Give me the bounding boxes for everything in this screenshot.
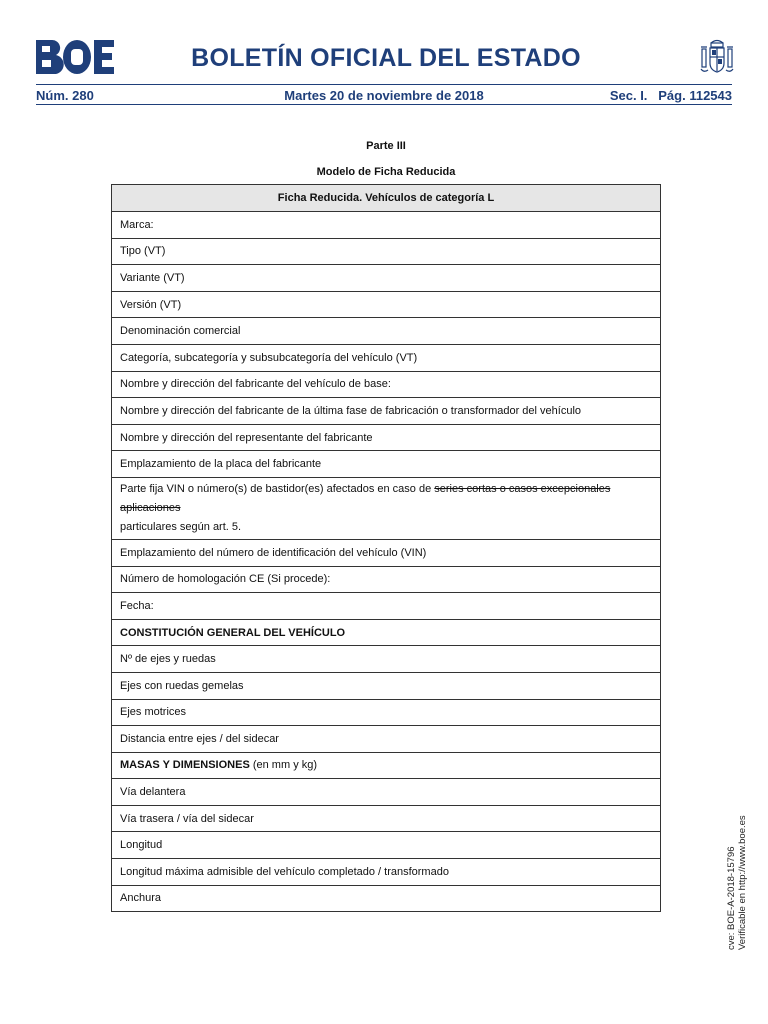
table-row [112, 859, 661, 886]
table-cell: Anchura [112, 885, 661, 912]
section-title-bold: MASAS Y DIMENSIONES [120, 759, 250, 772]
table-header-cell: Ficha Reducida. Vehículos de categoría L [112, 185, 661, 212]
cve-code: cve: BOE-A-2018-15796 [726, 846, 737, 950]
table-cell: Nombre y dirección del representante del fabricante [112, 424, 661, 451]
section-page: Sec. I. Pág. 112543 [609, 88, 732, 103]
table-row [112, 646, 661, 673]
table-cell: Vía delantera [112, 779, 661, 806]
table-cell: Fecha: [112, 593, 661, 620]
issue-date: Martes 20 de noviembre de 2018 [284, 88, 484, 103]
page-title: BOLETÍN OFICIAL DEL ESTADO [191, 44, 581, 72]
table-cell: Versión (VT) [112, 291, 661, 318]
table-row [112, 212, 661, 239]
table-row [112, 779, 661, 806]
table-cell: Ejes con ruedas gemelas [112, 672, 661, 699]
table-cell: Número de homologación CE (Si procede): [112, 566, 661, 593]
table-cell: Marca: [112, 212, 661, 239]
table-row [112, 593, 661, 620]
table-cell: Categoría, subcategoría y subsubcategoría del vehículo (VT) [112, 344, 661, 371]
coat-of-arms-icon [699, 37, 735, 77]
section-header-row [112, 752, 661, 779]
vin-text-after: particulares según art. 5. [120, 520, 242, 533]
vin-text-before: Parte fija VIN o número(s) de bastidor(es) afectados en caso de [120, 482, 435, 495]
section-header-general: CONSTITUCIÓN GENERAL DEL VEHÍCULO [112, 619, 661, 646]
table-cell [112, 477, 661, 539]
masthead [36, 40, 732, 80]
table-cell: Nombre y dirección del fabricante del vehículo de base: [112, 371, 661, 398]
table-row [112, 398, 661, 425]
table-cell: Longitud máxima admisible del vehículo completado / transformado [112, 859, 661, 886]
vin-text-struck: series cortas o casos excepcionales aplicaciones [120, 482, 611, 514]
table-cell: Nombre y dirección del fabricante de la última fase de fabricación o transformador del vehículo [112, 398, 661, 425]
table-row [112, 832, 661, 859]
cve-verify-link[interactable]: Verificable en http://www.boe.es [737, 815, 748, 950]
table-row [112, 672, 661, 699]
table-cell: Variante (VT) [112, 265, 661, 292]
section-header-row [112, 619, 661, 646]
table-row [112, 318, 661, 345]
header-rule-top [36, 84, 732, 85]
table-row [112, 265, 661, 292]
table-cell: Nº de ejes y ruedas [112, 646, 661, 673]
vehicle-form-table [111, 184, 661, 912]
table-cell: Denominación comercial [112, 318, 661, 345]
table-row [112, 726, 661, 753]
part-title: Parte III [366, 140, 406, 152]
table-row [112, 805, 661, 832]
table-row [112, 371, 661, 398]
table-row [112, 238, 661, 265]
issue-number: Núm. 280 [36, 88, 94, 103]
table-cell: Emplazamiento del número de identificación del vehículo (VIN) [112, 539, 661, 566]
table-cell: Longitud [112, 832, 661, 859]
header-rule-bottom [36, 104, 732, 105]
section-title-units: (en mm y kg) [249, 759, 318, 772]
table-row [112, 699, 661, 726]
table-cell: Distancia entre ejes / del sidecar [112, 726, 661, 753]
table-row [112, 477, 661, 539]
table-row [112, 291, 661, 318]
table-row [112, 885, 661, 912]
table-cell: Vía trasera / vía del sidecar [112, 805, 661, 832]
table-row [112, 344, 661, 371]
table-cell: Ejes motrices [112, 699, 661, 726]
section-header-masses [112, 752, 661, 779]
boe-logo [36, 40, 114, 74]
table-header-row [112, 185, 661, 212]
cve-verification [726, 815, 748, 950]
table-cell: Tipo (VT) [112, 238, 661, 265]
table-row [112, 451, 661, 478]
table-row [112, 566, 661, 593]
table-row [112, 424, 661, 451]
table-row [112, 539, 661, 566]
model-title: Modelo de Ficha Reducida [316, 166, 456, 178]
table-cell: Emplazamiento de la placa del fabricante [112, 451, 661, 478]
